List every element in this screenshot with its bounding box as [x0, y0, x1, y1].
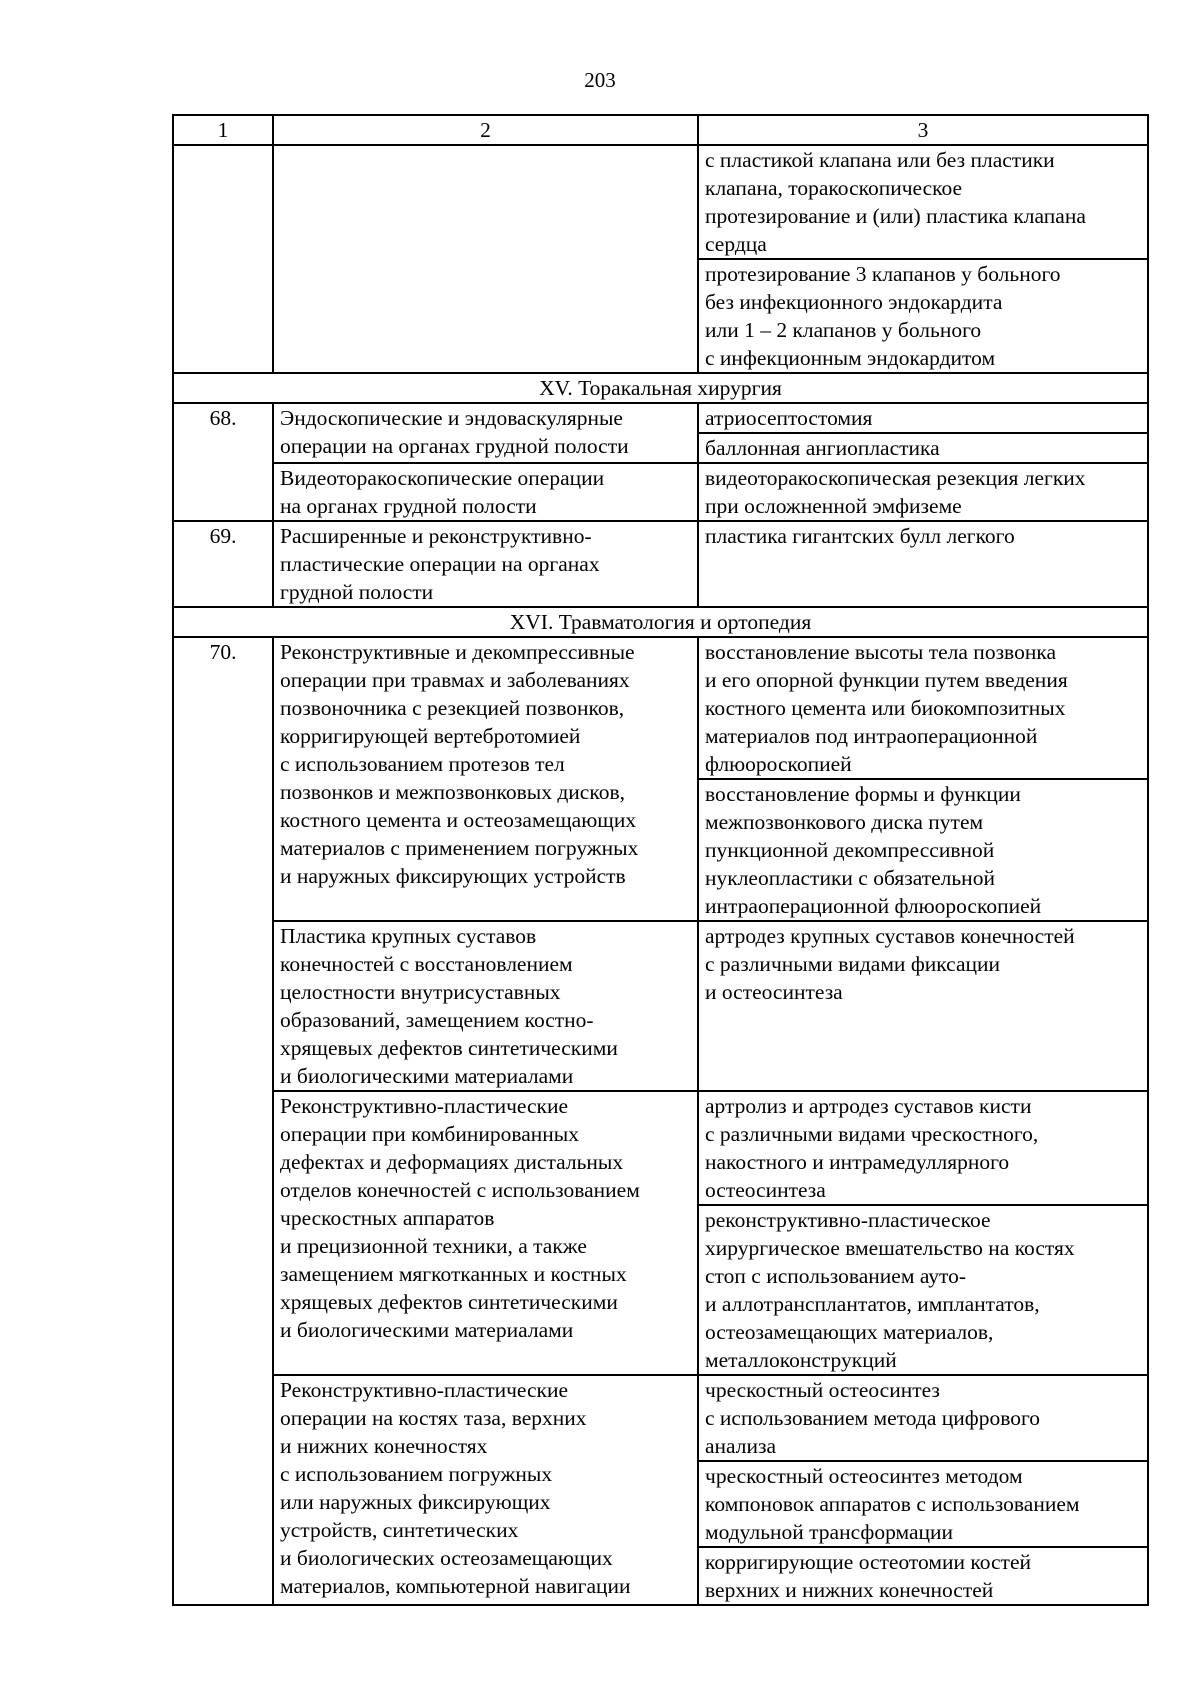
table-row [173, 145, 1148, 259]
cell-text-line: металлоконструкций [705, 1348, 897, 1372]
cell-text-line: восстановление высоты тела позвонка [705, 640, 1056, 664]
cell-text-line: материалов с применением погружных [280, 836, 639, 860]
method-cell [698, 779, 1148, 921]
operation-name-cell [273, 521, 698, 607]
method-cell [698, 259, 1148, 373]
cell-text-line: с различными видами фиксации [705, 952, 1001, 976]
cell-text-line: пункционной декомпрессивной [705, 838, 995, 862]
cell-text-line: клапана, торакоскопическое [705, 176, 963, 200]
cell-text-line: позвонков и межпозвонковых дисков, [280, 780, 625, 804]
cell-text-line: корригирующие остеотомии костей [705, 1550, 1031, 1574]
cell-text-line: и его опорной функции путем введения [705, 668, 1068, 692]
cell-text-line: Расширенные и реконструктивно- [280, 524, 592, 548]
cell-text-line: образований, замещением костно- [280, 1008, 594, 1032]
cell-text-line: или 1 – 2 клапанов у больного [705, 318, 982, 342]
cell-text-line: интраоперационной флюороскопией [705, 894, 1042, 918]
cell-text-line: на органах грудной полости [280, 494, 537, 518]
cell-text-line: пластика гигантских булл легкого [705, 524, 1015, 548]
cell-text-line: с инфекционным эндокардитом [705, 346, 996, 370]
header-row [173, 115, 1148, 145]
cell-text-line: операции на костях таза, верхних [280, 1406, 587, 1430]
method-cell [698, 433, 1148, 463]
row-number: 68. [173, 403, 273, 521]
method-cell [698, 1461, 1148, 1547]
cell-text-line: при осложненной эмфиземе [705, 494, 962, 518]
cell-text-line: флюороскопией [705, 752, 852, 776]
cell-text-line: или наружных фиксирующих [280, 1490, 551, 1514]
operation-name-cell [273, 463, 698, 521]
operation-name-cell [273, 1375, 698, 1605]
cell-text-line: Реконструктивно-пластические [280, 1094, 569, 1118]
page-number: 203 [584, 68, 616, 92]
cell-text-line: корригирующей вертебротомией [280, 724, 581, 748]
table-row [173, 463, 1148, 521]
cell-text-line: протезирование 3 клапанов у больного [705, 262, 1061, 286]
operation-name-cell [273, 921, 698, 1091]
cell-text-line: и аллотрансплантатов, имплантатов, [705, 1292, 1040, 1316]
cell-text-line: с различными видами чрескостного, [705, 1122, 1039, 1146]
cell-text-line: с использованием погружных [280, 1462, 553, 1486]
cell-text-line: дефектах и деформациях дистальных [280, 1150, 624, 1174]
cell-text-line: протезирование и (или) пластика клапана [705, 204, 1086, 228]
cell-text-line: конечностей с восстановлением [280, 952, 573, 976]
row-number: 69. [173, 521, 273, 607]
method-cell [698, 921, 1148, 1091]
cell-text-line: Реконструктивно-пластические [280, 1378, 569, 1402]
table-row [173, 1091, 1148, 1205]
cell-text-line: компоновок аппаратов с использованием [705, 1492, 1080, 1516]
cell-text-line: отделов конечностей с использованием [280, 1178, 640, 1202]
cell-text-line: операции на органах грудной полости [280, 434, 629, 458]
section-row [173, 607, 1148, 637]
operation-name-cell [273, 637, 698, 921]
cell-text-line: и остеосинтеза [705, 980, 843, 1004]
cell-text-line: материалов под интраоперационной [705, 724, 1038, 748]
section-row [173, 373, 1148, 403]
header-cell-2: 2 [273, 115, 698, 145]
cell-text-line: костного цемента и остеозамещающих [280, 808, 637, 832]
cell-text-line: Реконструктивные и декомпрессивные [280, 640, 635, 664]
header-cell-1: 1 [173, 115, 273, 145]
operation-name-cell [273, 403, 698, 463]
cell-text-line: реконструктивно-пластическое [705, 1208, 991, 1232]
section-heading: XV. Торакальная хирургия [173, 373, 1148, 403]
cell-text-line: чрескостный остеосинтез [705, 1378, 940, 1402]
cell-text-line: верхних и нижних конечностей [705, 1578, 994, 1602]
method-cell [698, 1547, 1148, 1605]
cell-text-line: артродез крупных суставов конечностей [705, 924, 1075, 948]
cell-text-line: видеоторакоскопическая резекция легких [705, 466, 1086, 490]
method-cell [698, 145, 1148, 259]
cell-text-line: остеосинтеза [705, 1178, 826, 1202]
table-row [173, 1375, 1148, 1461]
cell-text-line: накостного и интрамедуллярного [705, 1150, 1010, 1174]
cell-text-line: артролиз и артродез суставов кисти [705, 1094, 1032, 1118]
procedures-table [172, 114, 1149, 1606]
cell-text-line: Видеоторакоскопические операции [280, 466, 605, 490]
cell-text-line: чрескостный остеосинтез методом [705, 1464, 1023, 1488]
method-cell [698, 403, 1148, 433]
cell-text-line: хирургическое вмешательство на костях [705, 1236, 1075, 1260]
method-cell [698, 637, 1148, 779]
table-row [173, 921, 1148, 1091]
cell-text-line: с использованием метода цифрового [705, 1406, 1041, 1430]
header-cell-3: 3 [698, 115, 1148, 145]
cell-text-line: материалов, компьютерной навигации [280, 1574, 631, 1598]
cell-text-line: целостности внутрисуставных [280, 980, 561, 1004]
cell-text-line: операции при травмах и заболеваниях [280, 668, 630, 692]
cell-text-line: с пластикой клапана или без пластики [705, 148, 1055, 172]
cell-text-line: баллонная ангиопластика [705, 436, 940, 460]
cell-text-line: хрящевых дефектов синтетическими [280, 1036, 618, 1060]
cell-text-line: и нижних конечностях [280, 1434, 488, 1458]
method-cell [698, 463, 1148, 521]
cell-text-line: восстановление формы и функции [705, 782, 1021, 806]
operation-name-cell [273, 1091, 698, 1375]
cell-text-line: Эндоскопические и эндоваскулярные [280, 406, 623, 430]
cell-text-line: Пластика крупных суставов [280, 924, 537, 948]
cell-text-line: грудной полости [280, 580, 434, 604]
cell-text-line: пластические операции на органах [280, 552, 600, 576]
section-heading: XVI. Травматология и ортопедия [173, 607, 1148, 637]
method-cell [698, 1205, 1148, 1375]
cell-text-line: замещением мягкотканных и костных [280, 1262, 627, 1286]
empty-name-cell [273, 145, 698, 373]
table-row [173, 521, 1148, 607]
table-row [173, 403, 1148, 433]
cell-text-line: и наружных фиксирующих устройств [280, 864, 626, 888]
table-row [173, 637, 1148, 779]
cell-text-line: и биологическими материалами [280, 1318, 574, 1342]
cell-text-line: позвоночника с резекцией позвонков, [280, 696, 625, 720]
cell-text-line: устройств, синтетических [280, 1518, 519, 1542]
cell-text-line: сердца [705, 232, 767, 256]
empty-num-cell [173, 145, 273, 373]
cell-text-line: атриосептостомия [705, 406, 873, 430]
method-cell [698, 521, 1148, 607]
cell-text-line: остеозамещающих материалов, [705, 1320, 994, 1344]
cell-text-line: межпозвонкового диска путем [705, 810, 984, 834]
cell-text-line: без инфекционного эндокардита [705, 290, 1003, 314]
cell-text-line: модульной трансформации [705, 1520, 954, 1544]
cell-text-line: с использованием протезов тел [280, 752, 565, 776]
cell-text-line: и прецизионной техники, а также [280, 1234, 587, 1258]
cell-text-line: нуклеопластики с обязательной [705, 866, 995, 890]
method-cell [698, 1091, 1148, 1205]
cell-text-line: анализа [705, 1434, 777, 1458]
cell-text-line: и биологическими материалами [280, 1064, 574, 1088]
row-number: 70. [173, 637, 273, 1605]
method-cell [698, 1375, 1148, 1461]
cell-text-line: костного цемента или биокомпозитных [705, 696, 1066, 720]
cell-text-line: и биологических остеозамещающих [280, 1546, 613, 1570]
cell-text-line: хрящевых дефектов синтетическими [280, 1290, 618, 1314]
cell-text-line: стоп с использованием ауто- [705, 1264, 967, 1288]
cell-text-line: операции при комбинированных [280, 1122, 579, 1146]
cell-text-line: чрескостных аппаратов [280, 1206, 495, 1230]
